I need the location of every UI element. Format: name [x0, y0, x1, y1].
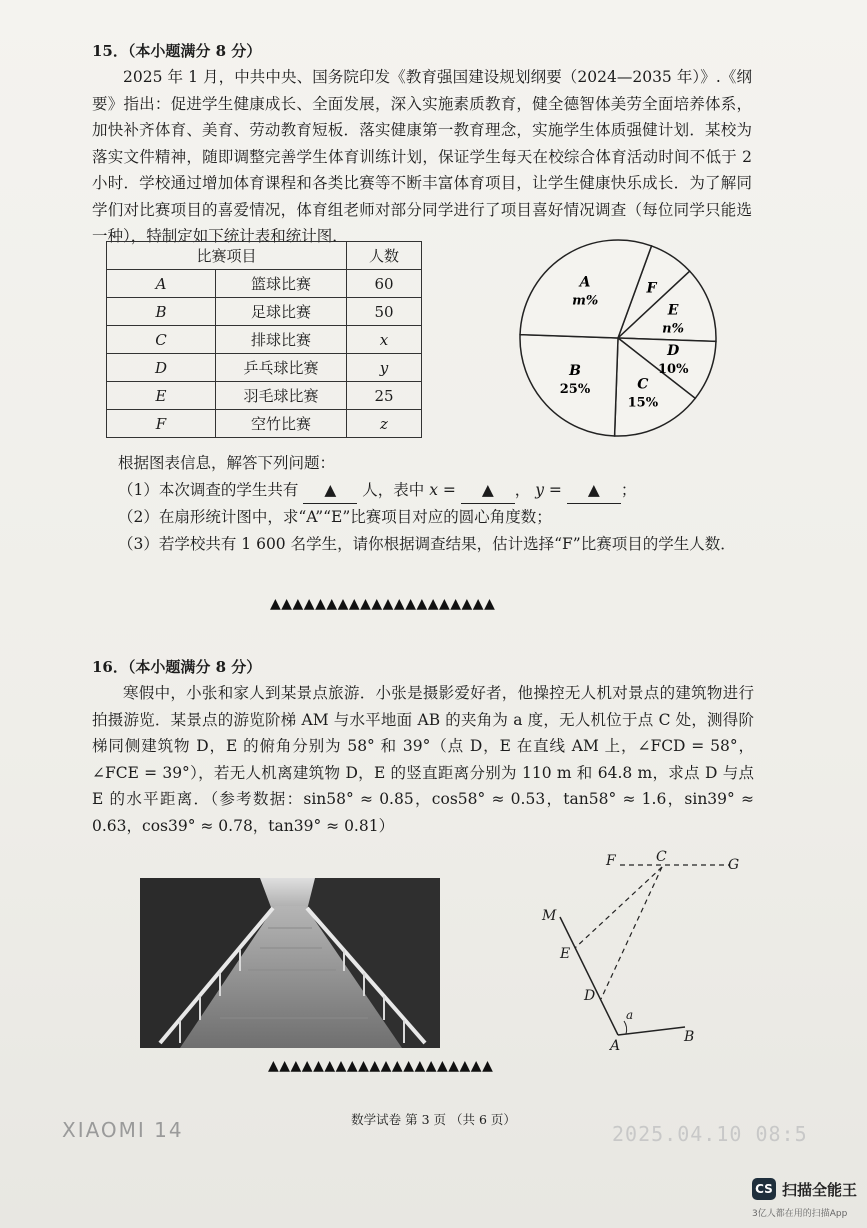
table-header-item: 比赛项目: [107, 242, 347, 270]
staircase-photo: [140, 878, 440, 1048]
sub1-end: ；: [620, 480, 637, 499]
pie-value-c: 15%: [627, 395, 659, 411]
q16-body: [92, 680, 754, 839]
divider-triangles: ▲▲▲▲▲▲▲▲▲▲▲▲▲▲▲▲▲▲▲▲: [270, 596, 496, 612]
sub1-x-label: x =: [429, 480, 456, 499]
answer-blank-x[interactable]: ▲: [461, 477, 515, 505]
line-cd: [601, 867, 662, 999]
q15-sub3: （3）若学校共有 1 600 名学生，请你根据调查结果，估计选择“F”比赛项目的学生人数．: [118, 534, 736, 553]
line-ce: [575, 867, 662, 948]
q15-questions: [118, 450, 758, 557]
q15-sub1: [118, 477, 758, 505]
pie-label-e: E: [667, 302, 679, 319]
q15-intro: [92, 64, 752, 250]
label-d: D: [584, 988, 596, 1004]
table-header-row: [107, 242, 422, 270]
pie-label-b: B: [569, 363, 581, 380]
table-cell-name: 乒乓球比赛: [216, 354, 347, 382]
q16-heading: 16．（本小题满分 8 分）: [92, 658, 262, 676]
table-cell-letter: B: [107, 298, 216, 326]
table-cell-name: 篮球比赛: [216, 270, 347, 298]
table-row: [107, 354, 422, 382]
pie-label-f: F: [646, 280, 657, 297]
table-row: [107, 326, 422, 354]
q15-stats-table: [106, 241, 422, 438]
pie-value-d: 10%: [658, 362, 689, 378]
scanner-app-name: 扫描全能王: [782, 1180, 858, 1199]
timestamp-watermark: 2025.04.10 08:5: [612, 1122, 808, 1146]
table-cell-count: y: [347, 354, 422, 382]
table-row: [107, 298, 422, 326]
table-row: [107, 270, 422, 298]
table-row: [107, 382, 422, 410]
q15-heading: 15．（本小题满分 8 分）: [92, 42, 262, 60]
pie-slices: [520, 240, 716, 436]
table-cell-name: 空竹比赛: [216, 410, 347, 438]
page-footer: 数学试卷 第 3 页 （共 6 页）: [351, 1112, 516, 1127]
q16-body-text: 寒假中，小张和家人到某景点旅游．小张是摄影爱好者，他操控无人机对景点的建筑物进行拍摄游览．某景点的游览阶梯 AM 与水平地面 AB 的夹角为 a 度，无人机位于点 C 处，测得阶梯同侧建筑物 D，E 的俯角分别为 58° 和 39°（点 D，E 在直线 AM 上，∠FCD = 58°，∠FCE = 39°），若无人机离建筑物 D，E 的竖直距离分别为 110 m 和 64.8 m，求点 D 与点 E 的水平距离．（参考数据：sin58° ≈ 0.85，cos58° ≈ 0.53，tan58° ≈ 1.6，sin39° ≈ 0.63，cos39° ≈ 0.78，tan39° ≈ 0.81）: [92, 684, 754, 835]
label-f: F: [606, 853, 616, 869]
sub1-y-label: y =: [535, 480, 562, 499]
pie-value-e: n%: [662, 321, 684, 337]
answer-blank-y[interactable]: ▲: [567, 477, 621, 505]
q15-prompt: 根据图表信息，解答下列问题：: [118, 454, 336, 472]
table-cell-name: 足球比赛: [216, 298, 347, 326]
divider-triangles-bottom: ▲▲▲▲▲▲▲▲▲▲▲▲▲▲▲▲▲▲▲▲: [268, 1058, 494, 1074]
table-cell-letter: A: [107, 270, 216, 298]
line-ab: [618, 1027, 685, 1035]
angle-arc: [624, 1021, 627, 1034]
scanner-app-tagline: 3亿人都在用的扫描App: [752, 1209, 848, 1219]
q15-intro-text: 2025 年 1 月，中共中央、国务院印发《教育强国建设规划纲要（2024—2035 年）》.《纲要》指出：促进学生健康成长、全面发展，深入实施素质教育，健全德智体美劳全面培养体系，加快补齐体育、美育、劳动教育短板．落实健康第一教育理念，实施学生体质强健计划．某校为落实文件精神，随即调整完善学生体育训练计划，保证学生每天在校综合体育活动时间不低于 2 小时．学校通过增加体育课程和各类比赛等不断丰富体育项目，让学生健康快乐成长．为了解同学们对比赛项目的喜爱情况，体育组老师对部分同学进行了项目喜好情况调查（每位同学只能选一种），特制定如下统计表和统计图．: [92, 68, 752, 245]
table-cell-count: 25: [347, 382, 422, 410]
table-cell-name: 排球比赛: [216, 326, 347, 354]
table-cell-count: 60: [347, 270, 422, 298]
camera-brand-watermark: XIAOMI 14: [62, 1118, 184, 1142]
table-cell-count: z: [347, 410, 422, 438]
table-cell-letter: F: [107, 410, 216, 438]
q16-geometry-diagram: [530, 845, 750, 1055]
pie-label-c: C: [637, 376, 649, 393]
label-b: B: [684, 1029, 695, 1045]
table-cell-count: x: [347, 326, 422, 354]
pie-label-a: A: [579, 274, 591, 291]
q15-sub2: （2）在扇形统计图中，求“A”“E”比赛项目对应的圆心角度数；: [118, 508, 552, 526]
table-cell-letter: D: [107, 354, 216, 382]
table-cell-count: 50: [347, 298, 422, 326]
table-row: [107, 410, 422, 438]
table-header-count: 人数: [347, 242, 422, 270]
pie-value-b: 25%: [559, 382, 591, 398]
cs-app-icon: CS: [752, 1178, 776, 1200]
scanner-app-logo: [752, 1178, 857, 1200]
table-cell-letter: C: [107, 326, 216, 354]
label-e: E: [560, 946, 571, 962]
label-g: G: [728, 857, 740, 873]
label-a: A: [610, 1038, 621, 1054]
label-angle: a: [626, 1008, 634, 1022]
sub1-sep: ，: [514, 480, 531, 499]
q15-pie-chart: [508, 236, 758, 446]
label-m: M: [542, 908, 557, 924]
staircase-photo-drawing: [140, 878, 440, 1048]
sub1-text-b: 人，表中: [362, 480, 425, 499]
sub1-text-a: （1）本次调查的学生共有: [118, 480, 299, 499]
pie-label-d: D: [667, 343, 680, 360]
table-cell-letter: E: [107, 382, 216, 410]
table-cell-name: 羽毛球比赛: [216, 382, 347, 410]
label-c: C: [656, 849, 667, 865]
pie-value-a: m%: [572, 293, 599, 309]
answer-blank-total[interactable]: ▲: [303, 477, 357, 505]
